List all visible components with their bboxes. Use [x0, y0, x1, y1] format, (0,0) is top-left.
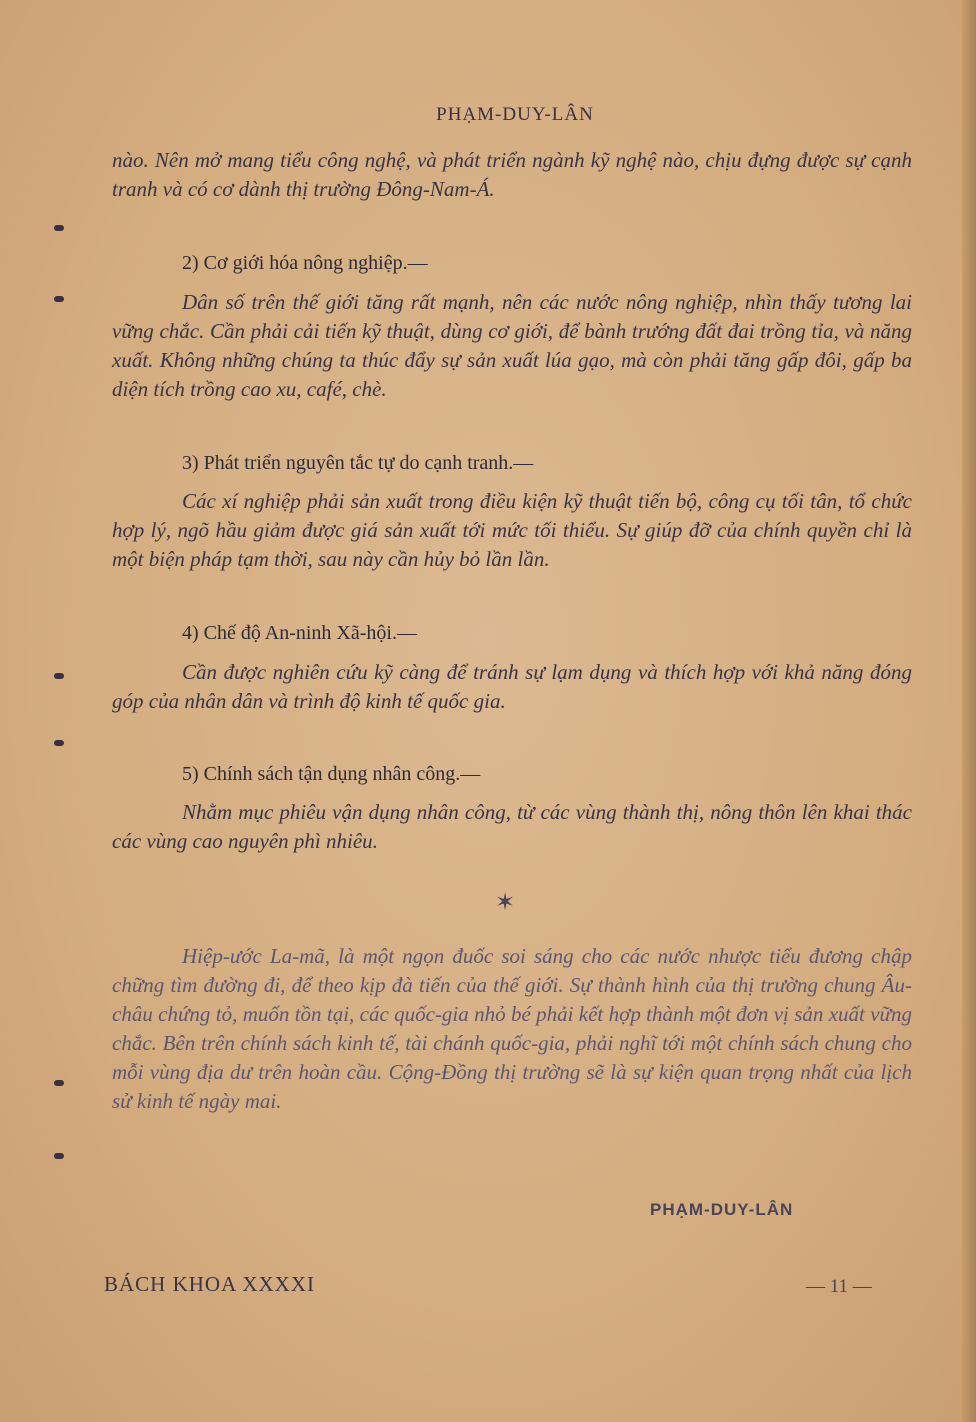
section-text-3-content: Các xí nghiệp phải sản xuất trong điều kiện kỹ thuật tiến bộ, công cụ tối tân, tổ chức hợp lý, ngõ hầu giảm được giá sản xuất tới mức tối thiểu. Sự giúp đỡ của chính quyền chỉ là một biện pháp tạm thời, sau này cần hủy bỏ lần lần.: [112, 489, 912, 571]
section-text-2: [112, 288, 912, 404]
margin-mark: [54, 1080, 64, 1086]
section-divider-ornament: ✶: [495, 890, 516, 916]
section-text-4-content: Cần được nghiên cứu kỹ càng để tránh sự lạm dụng và thích hợp với khả năng đóng góp của nhân dân và trình độ kinh tế quốc gia.: [112, 660, 912, 713]
section-heading-2: 2) Cơ giới hóa nông nghiệp.—: [182, 252, 428, 274]
margin-mark: [54, 296, 64, 302]
author-signature: PHẠM-DUY-LÂN: [650, 1200, 794, 1219]
section-heading-3: 3) Phát triển nguyên tắc tự do cạnh tranh.—: [182, 452, 534, 474]
page-edge-shadow: [962, 0, 976, 1422]
margin-mark: [54, 673, 64, 679]
section-heading-4: 4) Chế độ An-ninh Xã-hội.—: [182, 622, 417, 644]
section-text-5-content: Nhằm mục phiêu vận dụng nhân công, từ các vùng thành thị, nông thôn lên khai thác các vùng cao nguyên phì nhiêu.: [112, 800, 912, 853]
conclusion-text: Hiệp-ước La-mã, là một ngọn đuốc soi sáng cho các nước nhược tiểu đương chập chững tìm đường đi, để theo kịp đà tiến của thế giới. Sự thành hình của thị trường chung Âu-châu chứng tỏ, muốn tồn tại, các quốc-gia nhỏ bé phải kết hợp thành một đơn vị sản xuất vững chắc. Bên trên chính sách kinh tế, tài chánh quốc-gia, phải nghĩ tới một chính sách chung cho mỗi vùng địa dư trên hoàn cầu. Cộng-Đồng thị trường sẽ là sự kiện quan trọng nhất của lịch sử kinh tế ngày mai.: [112, 944, 912, 1113]
margin-mark: [54, 740, 64, 746]
section-heading-5: 5) Chính sách tận dụng nhân công.—: [182, 763, 481, 785]
section-text-3: [112, 487, 912, 574]
running-header: PHẠM-DUY-LÂN: [436, 104, 594, 125]
footer-page-number: — 11 —: [806, 1276, 872, 1297]
section-text-4: [112, 658, 912, 716]
section-text-2-content: Dân số trên thế giới tăng rất mạnh, nên các nước nông nghiệp, nhìn thấy tương lai vững chắc. Cần phải cải tiến kỹ thuật, dùng cơ giới, để bành trướng đất đai trồng tỉa, và năng xuất. Không những chúng ta thúc đẩy sự sản xuất lúa gạo, mà còn phải tăng gấp đôi, gấp ba diện tích trồng cao xu, café, chè.: [112, 290, 912, 401]
intro-paragraph: nào. Nên mở mang tiểu công nghệ, và phát triển ngành kỹ nghệ nào, chịu đựng được sự cạnh tranh và có cơ dành thị trường Đông-Nam-Á.: [112, 148, 912, 201]
footer-publication: BÁCH KHOA XXXXI: [104, 1272, 316, 1296]
margin-mark: [54, 225, 64, 231]
section-text-5: [112, 798, 912, 856]
conclusion-paragraph: [112, 942, 912, 1116]
margin-mark: [54, 1153, 64, 1159]
